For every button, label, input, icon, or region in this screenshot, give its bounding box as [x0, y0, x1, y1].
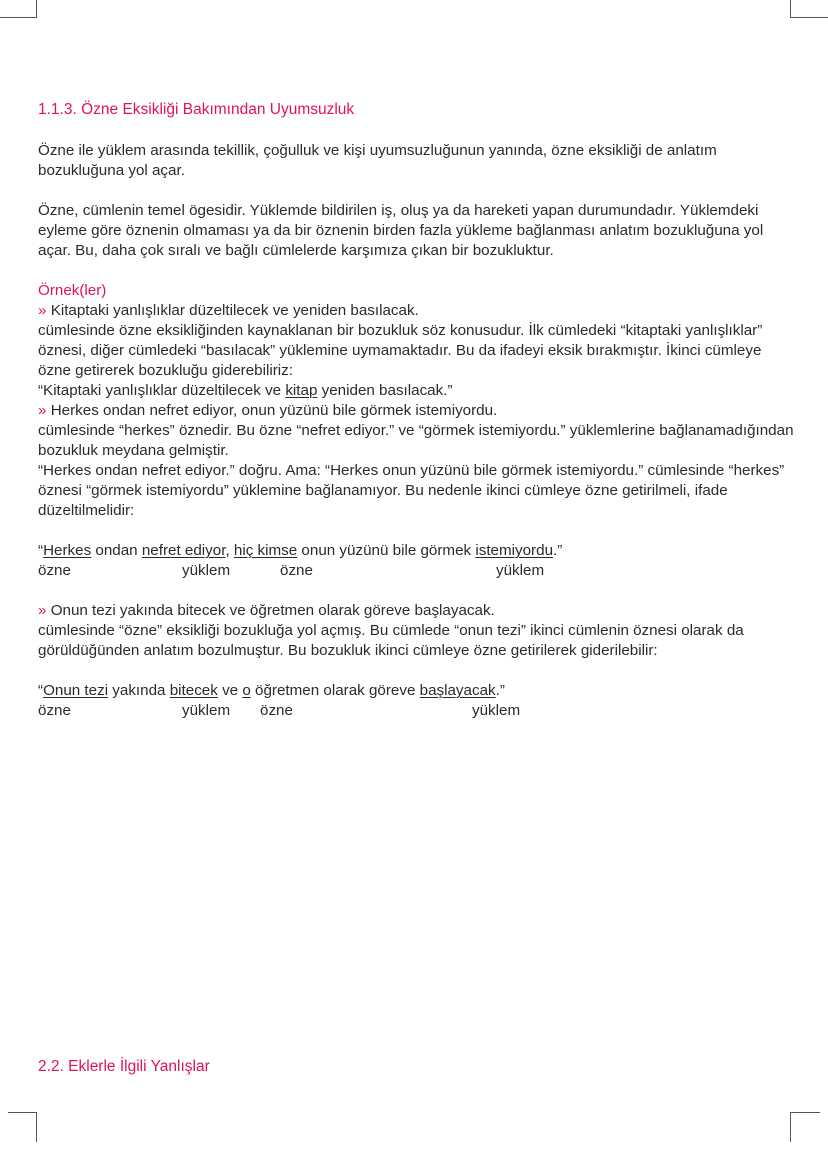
- page-content: [38, 100, 798, 721]
- paragraph-intro: Özne ile yüklem arasında tekillik, çoğulluk ve kişi uyumsuzluğunun yanında, özne eksikliği de anlatım bozukluğuna yol açar.: [38, 142, 717, 179]
- crop-mark-top-right-h: [790, 17, 828, 18]
- example-2-labels: [38, 561, 798, 581]
- bullet-icon: »: [38, 302, 47, 319]
- examples-title: Örnek(ler): [38, 282, 107, 299]
- example-2-explanation-1: cümlesinde “herkes” öznedir. Bu özne “nefret ediyor.” ve “görmek istemiyordu.” yüklemlerine bağlanamadığından bozukluk meydana gelmiştir.: [38, 422, 794, 459]
- paragraph-definition: Özne, cümlenin temel ögesidir. Yüklemde bildirilen iş, oluş ya da hareketi yapan durumundadır. Yüklemdeki eyleme göre öznenin olmaması ya da bir öznenin birden fazla yükleme bağlanması anlatım bozukluğuna yol açar. Bu, daha çok sıralı ve bağlı cümlelerde karşımıza çıkan bir bozukluktur.: [38, 202, 764, 259]
- crop-mark-top-right: [790, 0, 791, 18]
- bullet-icon: »: [38, 402, 47, 419]
- bullet-icon: »: [38, 602, 47, 619]
- crop-mark-bottom-left-h: [8, 1112, 37, 1113]
- example-3-sentence: » Onun tezi yakında bitecek ve öğretmen olarak göreve başlayacak.: [38, 602, 495, 619]
- example-1-explanation: cümlesinde özne eksikliğinden kaynaklanan bir bozukluk söz konusudur. İlk cümledeki “kitaptaki yanlışlıklar” öznesi, diğer cümledeki “basılacak” yüklemine uymamaktadır. Bu da ifadeyi eksik bırakmıştır. İkinci cümleye özne getirerek bozukluğu giderebiliriz:: [38, 322, 763, 379]
- label-yuklem: yüklem: [182, 562, 231, 579]
- crop-mark-bottom-right: [790, 1112, 791, 1142]
- example-3-corrected-sentence: “Onun tezi yakında bitecek ve o öğretmen olarak göreve başlayacak.”: [38, 682, 505, 699]
- label-yuklem: yüklem: [472, 702, 521, 719]
- label-yuklem: yüklem: [182, 702, 231, 719]
- example-1-correction: “Kitaptaki yanlışlıklar düzeltilecek ve kitap yeniden basılacak.”: [38, 382, 453, 399]
- label-ozne: özne: [280, 562, 313, 579]
- example-2-explanation-2: “Herkes ondan nefret ediyor.” doğru. Ama: “Herkes onun yüzünü bile görmek istemiyordu.” cümlesinde “herkes” öznesi “görmek istemiyordu” yüklemine bağlanamıyor. Bu nedenle ikinci cümleye özne getirilmeli, ifade düzeltilmelidir:: [38, 462, 785, 519]
- example-3-explanation: cümlesinde “özne” eksikliği bozukluğa yol açmış. Bu cümlede “onun tezi” ikinci cümlenin öznesi olarak da görüldüğünden anlatım bozulmuştur. Bu bozukluk ikinci cümleye özne getirilerek giderilebilir:: [38, 622, 744, 659]
- crop-mark-top-left-h: [0, 17, 37, 18]
- section-title: 1.1.3. Özne Eksikliği Bakımından Uyumsuzluk: [38, 101, 355, 118]
- label-yuklem: yüklem: [496, 562, 545, 579]
- example-1-sentence: » Kitaptaki yanlışlıklar düzeltilecek ve yeniden basılacak.: [38, 302, 419, 319]
- example-3-labels: [38, 701, 798, 721]
- crop-mark-top-left: [36, 0, 37, 18]
- crop-mark-bottom-right-h: [790, 1112, 820, 1113]
- label-ozne: özne: [38, 562, 71, 579]
- crop-mark-bottom-left: [36, 1112, 37, 1142]
- label-ozne: özne: [260, 702, 293, 719]
- label-ozne: özne: [38, 702, 71, 719]
- next-section-title: 2.2. Eklerle İlgili Yanlışlar: [38, 1058, 210, 1075]
- example-2-sentence: » Herkes ondan nefret ediyor, onun yüzünü bile görmek istemiyordu.: [38, 402, 498, 419]
- example-2-corrected-sentence: “Herkes ondan nefret ediyor, hiç kimse onun yüzünü bile görmek istemiyordu.”: [38, 542, 563, 559]
